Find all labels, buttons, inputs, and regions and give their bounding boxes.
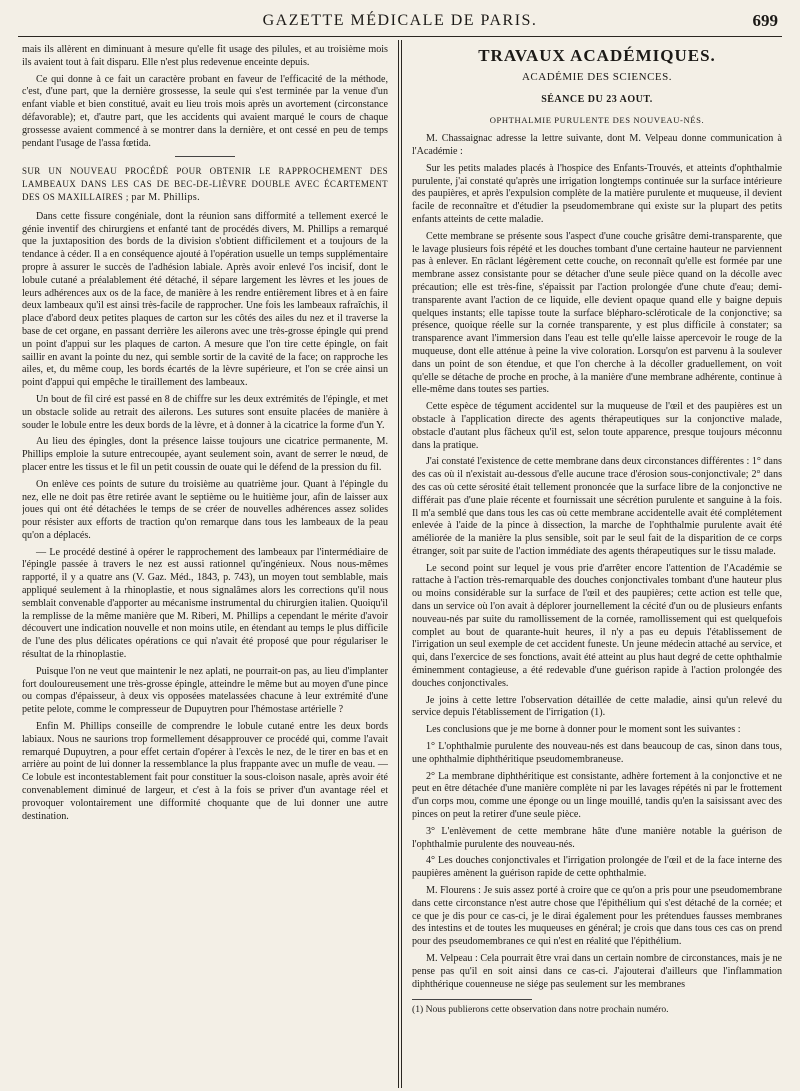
article-subject: OPHTHALMIE PURULENTE DES NOUVEAU-NÉS. <box>489 115 705 126</box>
session-date: SÉANCE DU 23 AOUT. <box>541 93 653 105</box>
paragraph: 4° Les douches conjonctivales et l'irrigation prolongée de l'œil et de la face interne des paupières amènent la guérison rapide de cette ophthalmie. <box>412 855 782 880</box>
paragraph: Cette espèce de tégument accidentel sur la muqueuse de l'œil et des paupières est un obstacle à l'application directe des agents thérapeutiques sur la conjonctive malade, obstacle d'autant plus fâcheux qu'il est, selon toute apparence, presque toujours méconnu dans la pratique. <box>412 401 782 451</box>
paragraph: Cette membrane se présente sous l'aspect d'une couche grisâtre demi-transparente, que le lavage plusieurs fois répété et les douches tombant d'une certaine hauteur ne parviennent pas à enlever. En râclant légèrement cette couche, on reconnaît qu'elle est formée par une membrane assez consistante pour se détacher d'une seule pièce quand on la décolle avec précaution; elle est très-fine, s'épaissit par l'action prolongée d'une chute d'eau; demi-transparente avant l'action de ce liquide, elle devient opaque quand elle y baigne depuis quelques instants; elle tapisse toute la surface blépharo-scléroticale de la conjonctive; sa présence, quoique réelle sur la cornée transparente, y est plus difficile à constater; sa transparence avant l'immersion dans l'eau est telle qu'elle laisse apercevoir le rouge de la muqueuse, dont elle atténue à peine la vive coloration. Lorsqu'on est parvenu à la soulever dans un point de son étendue, et que l'on cherche à la décoller graduellement, on voit qu'elle se détache de proche en proche, à la manière d'une membrane adhérente, continue à elle-même dans toutes ses parties. <box>412 230 782 396</box>
section-title: TRAVAUX ACADÉMIQUES. <box>478 46 716 65</box>
paragraph: 2° La membrane diphthéritique est consistante, adhère fortement à la conjonctive et ne peut en être détachée d'une manière complète ni par les lavages répétés ni par le frottement d'un corps mou, comme une éponge ou un linge mouillé, tandis qu'en la saisissant avec des pinces on peut la retirer d'une seule pièce. <box>412 770 782 821</box>
footnote: (1) Nous publierons cette observation dans notre prochain numéro. <box>412 1004 669 1016</box>
paragraph: M. Velpeau : Cela pourrait être vrai dans un certain nombre de circonstances, mais je ne pense pas qu'il en soit ainsi dans ce cas-ci. J'ajouterai d'ailleurs que l'inflammation diphthérique couenneuse ne siége pas seulement sur les membranes <box>412 953 782 990</box>
paragraph: Ce qui donne à ce fait un caractère probant en faveur de l'efficacité de la méthode, c'est, d'une part, que la dernière grossesse, la seule qui s'est terminée par la venue d'un enfant viable et bien constitué, avait eu lieu trois mois après un avortement (circonstance défavorable); et, d'autre part, que les accidents qui avaient marqué le cours de chaque grossesse avaient commencé à se montrer dans la dernière, et ont cessé en peu de temps pendant l'usage de l'assa fœtida. <box>22 73 388 149</box>
page-number: 699 <box>752 11 778 30</box>
article-author: par M. Phillips. <box>131 191 201 203</box>
article-heading <box>22 165 388 204</box>
article-heading-text: SUR UN NOUVEAU PROCÉDÉ POUR OBTENIR LE RAPPROCHEMENT DES LAMBEAUX DANS LES CAS DE BEC-DE-LIÈVRE DOUBLE AVEC ÉCARTEMENT DES OS MAXILLAIRES ; <box>22 166 388 202</box>
paragraph: Les conclusions que je me borne à donner pour le moment sont les suivantes : <box>426 724 741 736</box>
paragraph: Un bout de fil ciré est passé en 8 de chiffre sur les deux extrémités de l'épingle, et met un obstacle solide au retrait des ailerons. Les sutures sont ensuite placées de manière à souder le lobule entre les deux bords de la lèvre, et à donner à la cicatrice la forme d'un Y. <box>22 393 388 431</box>
column-divider <box>398 40 399 1088</box>
column-divider-second <box>401 40 402 1088</box>
paragraph: M. Flourens : Je suis assez porté à croire que ce qu'on a pris pour une pseudomembrane dans cette circonstance n'est autre chose que l'épithélium qui s'est détaché de la cornée; et ce que je dis pour ce cas-ci, je le dirai également pour les prétendues fausses membranes des intestins et de toutes les muqueuses en général; je crois que dans tous ces cas on prend pour des pseudomembranes ce qui n'est en réalité que l'épithélium. <box>412 885 782 948</box>
paragraph: 3° L'enlèvement de cette membrane hâte d'une manière notable la guérison de l'ophthalmie purulente des nouveau-nés. <box>412 825 782 850</box>
right-column <box>412 44 782 1084</box>
paragraph: Dans cette fissure congéniale, dont la réunion sans difformité a tellement exercé le génie inventif des chirurgiens et enfanté tant de procédés divers, M. Phillips a remarqué que la juxtaposition des bords de la division s'obtient difficilement et a toujours de la tendance à céder. Il a en conséquence ajouté à l'opération usuelle un temps supplémentaire propre à assurer le succès de l'adhésion labiale. Après avoir enlevé l'os incisif, dont le lobule cutané a préalablement été détaché, il sépare largement les lèvres et les joues de leurs adhérences aux os de la face, de manière à les rendre entièrement libres et à en faire deux lambeaux qu'il est ainsi très-facile de rapprocher. Une fois les lambeaux rafraîchis, il place d'abord deux petites plaques de carton sur les côtés des ailes du nez et il traverse la base de cet organe, en passant derrière les ailerons avec une très-grosse épingle qui prend un point d'appui sur les plaques de carton. A mesure que l'on tire cette épingle, on fait saillir en avant la pointe du nez, qui semble sortir de la cavité de la face; on rapproche les ailes, et, du même coup, les bords écartés de la lèvre supérieure, et l'on se crée ainsi un point d'appui qui empêche le tiraillement des lambeaux. <box>22 210 388 389</box>
paragraph: J'ai constaté l'existence de cette membrane dans deux circonstances différentes : 1° dans des cas où il n'existait au-dessous d'elle aucune trace d'érosion sous-conjonctivale; 2° dans des cas où cette sérosité était tellement prononcée que la surface libre de la conjonctive ne différait pas d'une plaie récente et fournissait une sécrétion purulente et sanguine à la fois. Il m'a semblé que dans tous les cas où cette membrane accidentelle avait été complétement enlevée à l'aide de la pince à dissection, la marche de l'ophthalmie purulente avait été améliorée de la manière la plus sensible, soit par le seul fait de la disparition de ce corps étranger, soit par suite de l'action immédiate des agents thérapeutiques sur le tissu malade. <box>412 456 782 557</box>
left-column <box>22 44 388 1084</box>
paragraph: Sur les petits malades placés à l'hospice des Enfants-Trouvés, et atteints d'ophthalmie purulente, j'ai constaté qu'après une irrigation longtemps continuée sur la surface intérieure des paupières, et après l'expulsion complète de la matière purulente et muqueuse, il devient facile de reconnaître et d'étudier la pseudomembrane qui existe sur la plupart des petits enfants atteints de cette maladie. <box>412 162 782 225</box>
footnote-rule <box>412 999 532 1000</box>
paragraph: Le second point sur lequel je vous prie d'arrêter encore l'attention de l'Académie se rattache à l'action très-remarquable des douches conjonctivales tombant d'une hauteur plus ou moins considérable sur la surface de l'œil et des paupières; cette action est telle que, dans un service où l'on avait à déplorer journellement la cécité d'un ou de plusieurs enfants nouveau-nés par suite du ramollissement de la cornée, ramollissement qui est quelquefois complet au bout de quarante-huit heures, il n'y a pas eu depuis l'établissement de l'irrigation un seul exemple de cet accident funeste. Un jeune médecin attaché au service, et qui, dans l'exercice de ses fonctions, avait été atteint au plus haut degré de cette ophthalmie éminemment contagieuse, a été redevable d'une guérison rapide à l'action prolongée des douches conjonctivales. <box>412 562 782 689</box>
separator <box>175 156 235 157</box>
paragraph: Enfin M. Phillips conseille de comprendre le lobule cutané entre les deux bords labiaux. Nous ne saurions trop formellement désapprouver ce procédé qui, comme l'avait remarqué Dupuytren, a pour effet certain d'opérer à l'excès le nez, de le tirer en bas et en arrière au point de lui donner la ressemblance la plus frappante avec un mufle de veau. — Ce lobule est incontestablement fait pour constituer la sous-cloison nasale, après avoir été convenablement diminué de largeur, et c'est à la fois se priver d'un avantage réel et provoquer volontairement une difformité choquante que de lui donner une autre destination. <box>22 721 388 822</box>
paragraph: mais ils allèrent en diminuant à mesure qu'elle fit usage des pilules, et au troisième mois ils avaient tout à fait disparu. Elle n'est plus redevenue enceinte depuis. <box>22 44 388 68</box>
journal-title: GAZETTE MÉDICALE DE PARIS. <box>262 12 538 29</box>
paragraph: — Le procédé destiné à opérer le rapprochement des lambeaux par l'intermédiaire de l'épingle passée à travers le nez est aussi rationnel qu'ingénieux. Nous nous-mêmes rapporté, il y a quatre ans (V. Gaz. Méd., 1843, p. 743), un moyen tout semblable, mais appliqué seulement à la rhinoplastie, et nous signalâmes alors les corrections qu'il nous semblait convenable d'apporter au mécanisme instrumental du chirurgien italien. Quoiqu'il la remplisse de la même manière que M. Riberi, M. Phillips a cependant le mérite d'avoir découvert une indication nouvelle et non moins utile, en étendant au temps le plus difficile de l'une des plus délicates opérations ce qui n'avait été proposé que pour régulariser le résultat de la rhinoplastie. <box>22 546 388 661</box>
paragraph: M. Chassaignac adresse la lettre suivante, dont M. Velpeau donne communication à l'Académie : <box>412 133 782 157</box>
paragraph: Au lieu des épingles, dont la présence laisse toujours une cicatrice permanente, M. Phillips emploie la suture entrecoupée, ayant seulement soin, avant de serrer le nœud, de placer entre les tissus et le fil un petit coussin de ouate qui le défend de la pression du fil. <box>22 436 388 473</box>
paragraph: 1° L'ophthalmie purulente des nouveau-nés est dans beaucoup de cas, sinon dans tous, une ophthalmie diphthéritique pseudomembraneuse. <box>412 741 782 765</box>
page-header <box>18 8 782 37</box>
paragraph: On enlève ces points de suture du troisième au quatrième jour. Quant à l'épingle du nez, elle ne doit pas être retirée avant le septième ou le huitième jour, afin de laisser aux joues qui ont été détachées le temps de se créer de nouvelles adhérences assez solides pour résister aux efforts de traction qu'on remarque dans tous les lambeaux de la peau qu'on a déplacés. <box>22 478 388 541</box>
academy-name: ACADÉMIE DES SCIENCES. <box>521 70 673 83</box>
paragraph: Je joins à cette lettre l'observation détaillée de cette maladie, ainsi qu'un relevé du service depuis l'établissement de l'irrigation (1). <box>412 694 782 719</box>
paragraph: Puisque l'on ne veut que maintenir le nez aplati, ne pourrait-on pas, au lieu d'implanter fort douloureusement une très-grosse épingle, atteindre le même but au moyen d'une pince ou compas d'épaisseur, à deux vis opposées matelassées chacune à leur extrémité d'une petite pelote, comme le compresseur de Dupuytren pour l'hémostase artérielle ? <box>22 665 388 716</box>
